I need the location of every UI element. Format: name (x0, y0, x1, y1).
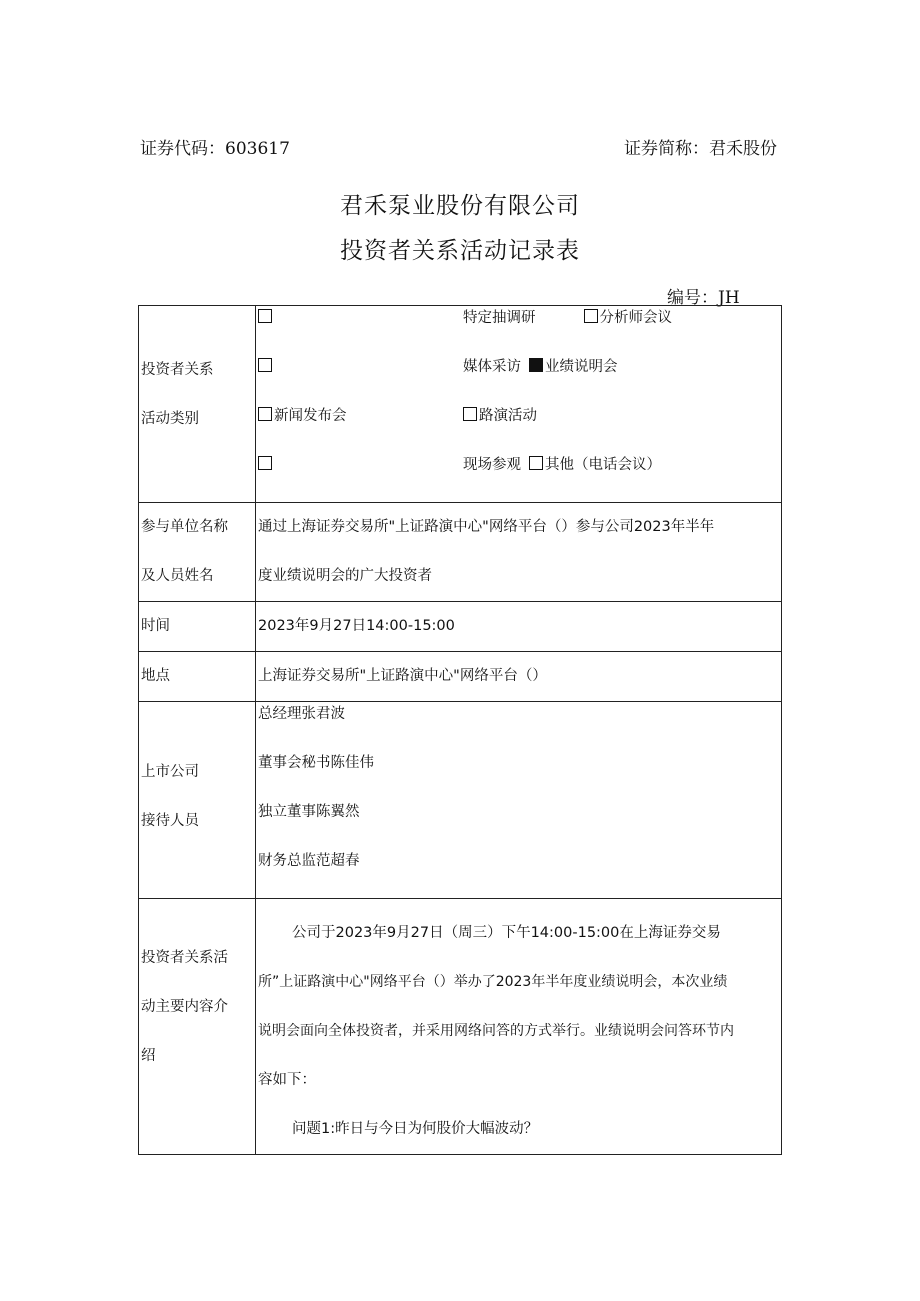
activity-type-label-line2: 活动类别 (141, 411, 199, 427)
reception-person: 董事会秘书陈佳伟 (258, 755, 374, 771)
checkbox-press-conference[interactable] (258, 407, 272, 421)
time-label-text: 时间 (141, 618, 170, 634)
option-media-interview: 媒体采访 (463, 359, 521, 375)
option-specific-research: 特定抽调研 (463, 310, 536, 326)
checkbox-other[interactable] (529, 456, 543, 470)
content-body (256, 899, 782, 1155)
option-analyst-meeting: 分析师会议 (599, 310, 672, 326)
form-title: 投资者关系活动记录表 (340, 238, 580, 264)
content-paragraph-line2: 所”上证路演中心"网络平台（）举办了2023年半年度业绩说明会，本次业绩 (258, 974, 728, 990)
location-label-text: 地点 (141, 668, 170, 684)
reception-row (139, 702, 782, 899)
time-row (139, 602, 782, 652)
checkbox-earnings-briefing-checked[interactable] (529, 358, 543, 372)
content-label (139, 899, 256, 1155)
activity-type-row (139, 306, 782, 503)
option-site-visit: 现场参观 (463, 457, 521, 473)
time-value (256, 602, 782, 652)
serial-number: 编号：JH (667, 288, 740, 308)
reception-person: 财务总监范超春 (258, 853, 360, 869)
checkbox-analyst-meeting[interactable] (584, 309, 598, 323)
activity-record-table (138, 305, 782, 1155)
content-paragraph-line3: 说明会面向全体投资者，并采用网络问答的方式举行。业绩说明会问答环节内 (258, 1023, 734, 1039)
checkbox-media-interview[interactable] (258, 358, 272, 372)
checkbox-specific-research[interactable] (258, 309, 272, 323)
participants-label-line2: 及人员姓名 (141, 568, 214, 584)
reception-person: 独立董事陈翼然 (258, 804, 360, 820)
checkbox-roadshow[interactable] (463, 407, 477, 421)
checkbox-site-visit[interactable] (258, 456, 272, 470)
participants-value-line1: 通过上海证券交易所"上证路演中心"网络平台（）参与公司2023年半年 (258, 519, 715, 535)
location-value (256, 652, 782, 702)
company-name: 君禾泵业股份有限公司 (340, 193, 580, 219)
content-label-line1: 投资者关系活 (141, 950, 228, 966)
time-value-text: 2023年9月27日14:00-15:00 (258, 618, 455, 634)
reception-label (139, 702, 256, 899)
reception-label-line1: 上市公司 (141, 764, 199, 780)
question-1: 问题1:昨日与今日为何股价大幅波动？ (292, 1121, 539, 1137)
location-value-text: 上海证券交易所"上证路演中心"网络平台（） (258, 668, 547, 684)
option-press-conference: 新闻发布会 (274, 408, 347, 424)
content-label-line2: 动主要内容介 (141, 999, 228, 1015)
participants-label-line1: 参与单位名称 (141, 519, 228, 535)
participants-value-line2: 度业绩说明会的广大投资者 (258, 568, 432, 584)
location-label (139, 652, 256, 702)
reception-label-line2: 接待人员 (141, 813, 199, 829)
participants-value (256, 503, 782, 602)
location-row (139, 652, 782, 702)
reception-person: 总经理张君波 (258, 706, 345, 722)
content-row (139, 899, 782, 1155)
time-label (139, 602, 256, 652)
security-abbreviation: 证券简称：君禾股份 (624, 139, 777, 159)
activity-type-options (256, 306, 782, 503)
content-label-line3: 绍 (141, 1048, 156, 1064)
activity-type-label (139, 306, 256, 503)
participants-row (139, 503, 782, 602)
security-code: 证券代码：603617 (140, 139, 290, 159)
content-paragraph-line1: 公司于2023年9月27日（周三）下午14:00-15:00在上海证券交易 (292, 925, 721, 941)
reception-people (256, 702, 782, 899)
content-paragraph-line4: 容如下： (258, 1072, 316, 1088)
option-earnings-briefing: 业绩说明会 (545, 359, 618, 375)
participants-label (139, 503, 256, 602)
option-other: 其他（电话会议） (545, 457, 661, 473)
activity-type-label-line1: 投资者关系 (141, 362, 214, 378)
option-roadshow: 路演活动 (479, 408, 537, 424)
